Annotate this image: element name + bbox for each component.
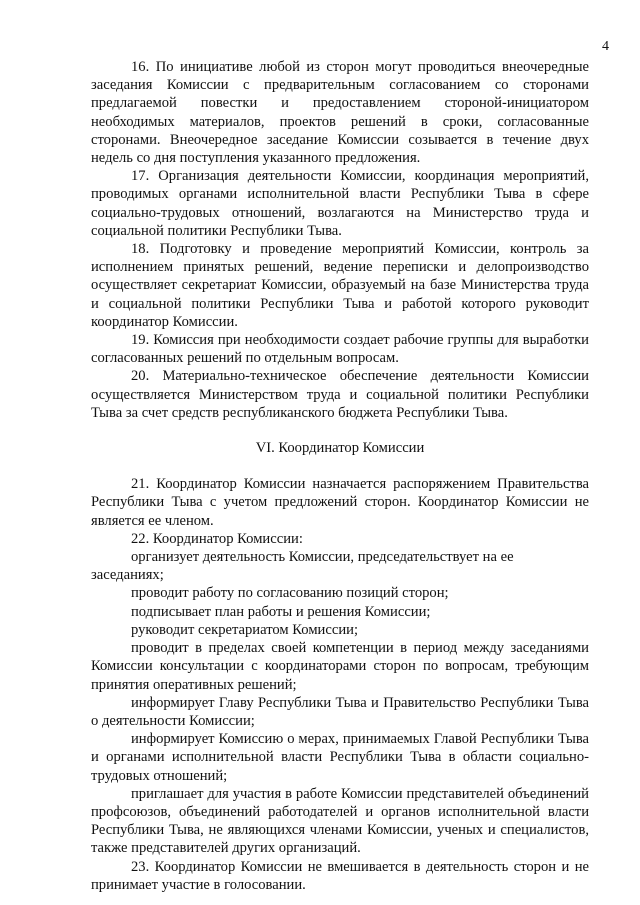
paragraph-20: 20. Материально-техническое обеспечение деятельности Комиссии осуществляется Министерством труда и социальной политики Республики Тыва за счет средств республиканского бюджета Республики Тыва. <box>91 368 589 421</box>
list-item: подписывает план работы и решения Комиссии; <box>131 603 431 620</box>
paragraph-22: 22. Координатор Комиссии: <box>131 530 303 547</box>
list-item: проводит работу по согласованию позиций сторон; <box>131 585 449 602</box>
list-item: проводит в пределах своей компетенции в период между заседаниями Комиссии консультации с координаторами сторон по вопросам, требующим принятия оперативных решений; <box>91 640 589 693</box>
paragraph-23: 23. Координатор Комиссии не вмешивается в деятельность сторон и не принимает участие в голосовании. <box>91 858 589 893</box>
section-heading: VI. Координатор Комиссии <box>255 440 425 457</box>
document-body <box>91 58 589 894</box>
paragraph-18: 18. Подготовку и проведение мероприятий Комиссии, контроль за исполнением принятых решений, ведение переписки и делопроизводство осуществляет секретариат Комиссии, образуемый на базе Министерства труда и социальной политики Республики Тыва и работой которого руководит координатор Комиссии. <box>91 241 589 330</box>
list-item: информирует Главу Республики Тыва и Правительство Республики Тыва о деятельности Комиссии; <box>91 694 589 729</box>
paragraph-21: 21. Координатор Комиссии назначается распоряжением Правительства Республики Тыва с учетом предложений сторон. Координатор Комиссии не является ее членом. <box>91 476 589 529</box>
page-number: 4 <box>602 39 609 54</box>
list-item: организует деятельность Комиссии, председательствует на ее заседаниях; <box>91 549 514 584</box>
list-item: руководит секретариатом Комиссии; <box>131 621 358 638</box>
paragraph-19: 19. Комиссия при необходимости создает рабочие группы для выработки согласованных решений по отдельным вопросам. <box>91 332 589 367</box>
list-item: приглашает для участия в работе Комиссии представителей объединений профсоюзов, объединений работодателей и органов исполнительной власти Республики Тыва, не являющихся членами Комиссии, ученых и специалистов, также представителей других организаций. <box>91 785 589 857</box>
paragraph-16: 16. По инициативе любой из сторон могут проводиться внеочередные заседания Комиссии с предварительным согласованием со сторонами предлагаемой повестки и предоставлением стороной-инициатором необходимых материалов, проектов решений в сроки, согласованные сторонами. Внеочередное заседание Комиссии созывается в течение двух недель со дня поступления указанного предложения. <box>91 59 589 167</box>
paragraph-17: 17. Организация деятельности Комиссии, координация мероприятий, проводимых органами исполнительной власти Республики Тыва в сфере социально-трудовых отношений, возлагаются на Министерство труда и социальной политики Республики Тыва. <box>91 168 589 239</box>
list-item: информирует Комиссию о мерах, принимаемых Главой Республики Тыва и органами исполнительной власти Республики Тыва в области социально-трудовых отношений; <box>91 731 589 784</box>
